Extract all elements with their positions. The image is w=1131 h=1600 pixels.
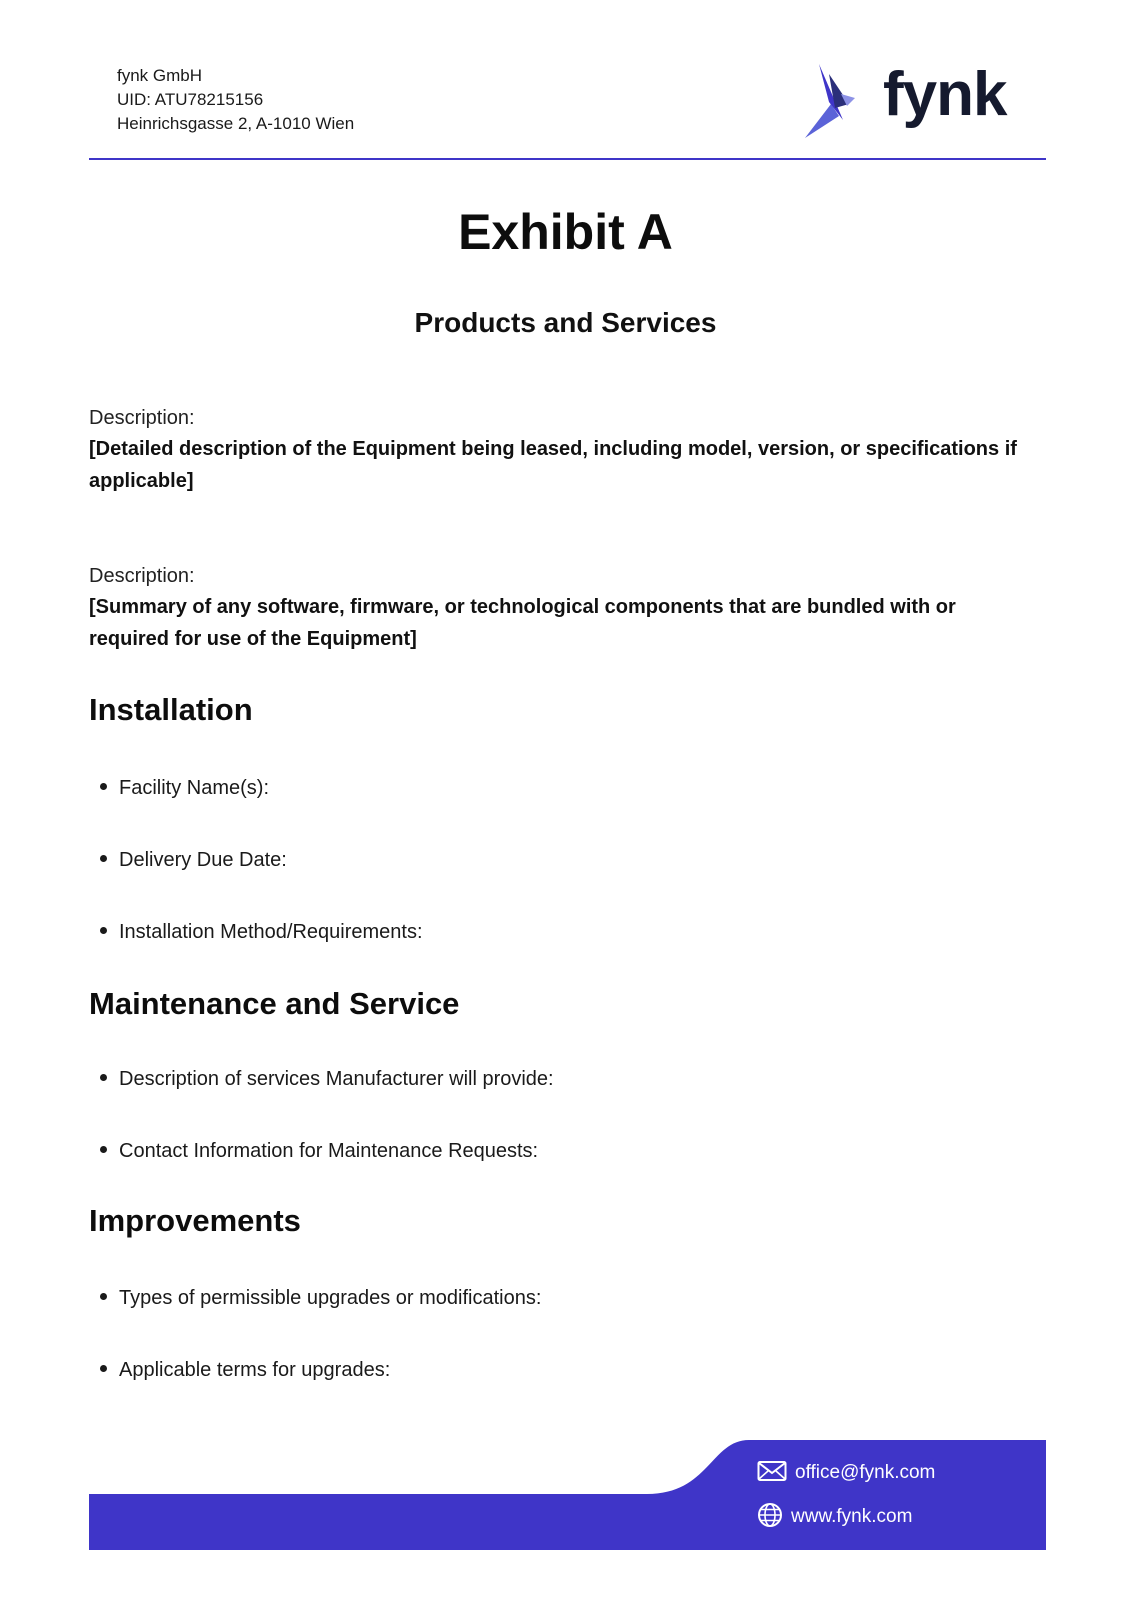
description-text: [Detailed description of the Equipment being leased, including model, version, or specifications if applicable] [89, 438, 1017, 492]
bullet-dot [100, 1293, 107, 1300]
installation-heading: Installation [89, 692, 253, 727]
bullet-dot [100, 1365, 107, 1372]
list-item-text: Facility Name(s): [119, 777, 270, 799]
footer-email-text[interactable]: office@fynk.com [795, 1462, 936, 1483]
list-item [100, 918, 423, 946]
bullet-dot [100, 783, 107, 790]
list-item-text: Contact Information for Maintenance Requests: [119, 1140, 539, 1162]
company-uid: UID: ATU78215156 [117, 90, 264, 109]
description-block-equipment [89, 403, 1039, 497]
company-address: Heinrichsgasse 2, A-1010 Wien [117, 114, 355, 133]
footer-website[interactable] [757, 1504, 912, 1530]
bullet-dot [100, 1074, 107, 1081]
bird-logo-icon [805, 58, 885, 146]
globe-icon [757, 1502, 783, 1528]
description-label: Description: [89, 565, 195, 587]
list-item-text: Description of services Manufacturer will provide: [119, 1068, 554, 1090]
list-item [100, 1356, 390, 1384]
list-item [100, 774, 269, 802]
list-item [100, 1065, 554, 1093]
improvements-heading: Improvements [89, 1203, 301, 1238]
description-text: [Summary of any software, firmware, or technological components that are bundled with or required for use of the Equipment] [89, 596, 956, 650]
company-info [117, 64, 354, 136]
description-block-software [89, 561, 1039, 655]
fynk-logo [805, 58, 1015, 146]
envelope-icon [757, 1460, 787, 1482]
list-item-text: Types of permissible upgrades or modifications: [119, 1287, 542, 1309]
bullet-dot [100, 1146, 107, 1153]
bullet-dot [100, 927, 107, 934]
header-divider [89, 158, 1046, 160]
company-name: fynk GmbH [117, 66, 203, 85]
list-item-text: Delivery Due Date: [119, 849, 287, 871]
description-label: Description: [89, 407, 195, 429]
list-item-text: Installation Method/Requirements: [119, 921, 423, 943]
footer-shape [89, 1440, 1046, 1550]
list-item-text: Applicable terms for upgrades: [119, 1359, 391, 1381]
page-subtitle: Products and Services [414, 307, 717, 338]
bullet-dot [100, 855, 107, 862]
page-title: Exhibit A [458, 204, 673, 260]
list-item [100, 846, 287, 874]
footer-email[interactable] [757, 1460, 935, 1486]
maintenance-heading: Maintenance and Service [89, 986, 460, 1021]
logo-wordmark: fynk [883, 60, 1007, 129]
list-item [100, 1284, 541, 1312]
footer-band [89, 1440, 1046, 1550]
list-item [100, 1137, 538, 1165]
footer-website-text[interactable]: www.fynk.com [791, 1506, 913, 1528]
